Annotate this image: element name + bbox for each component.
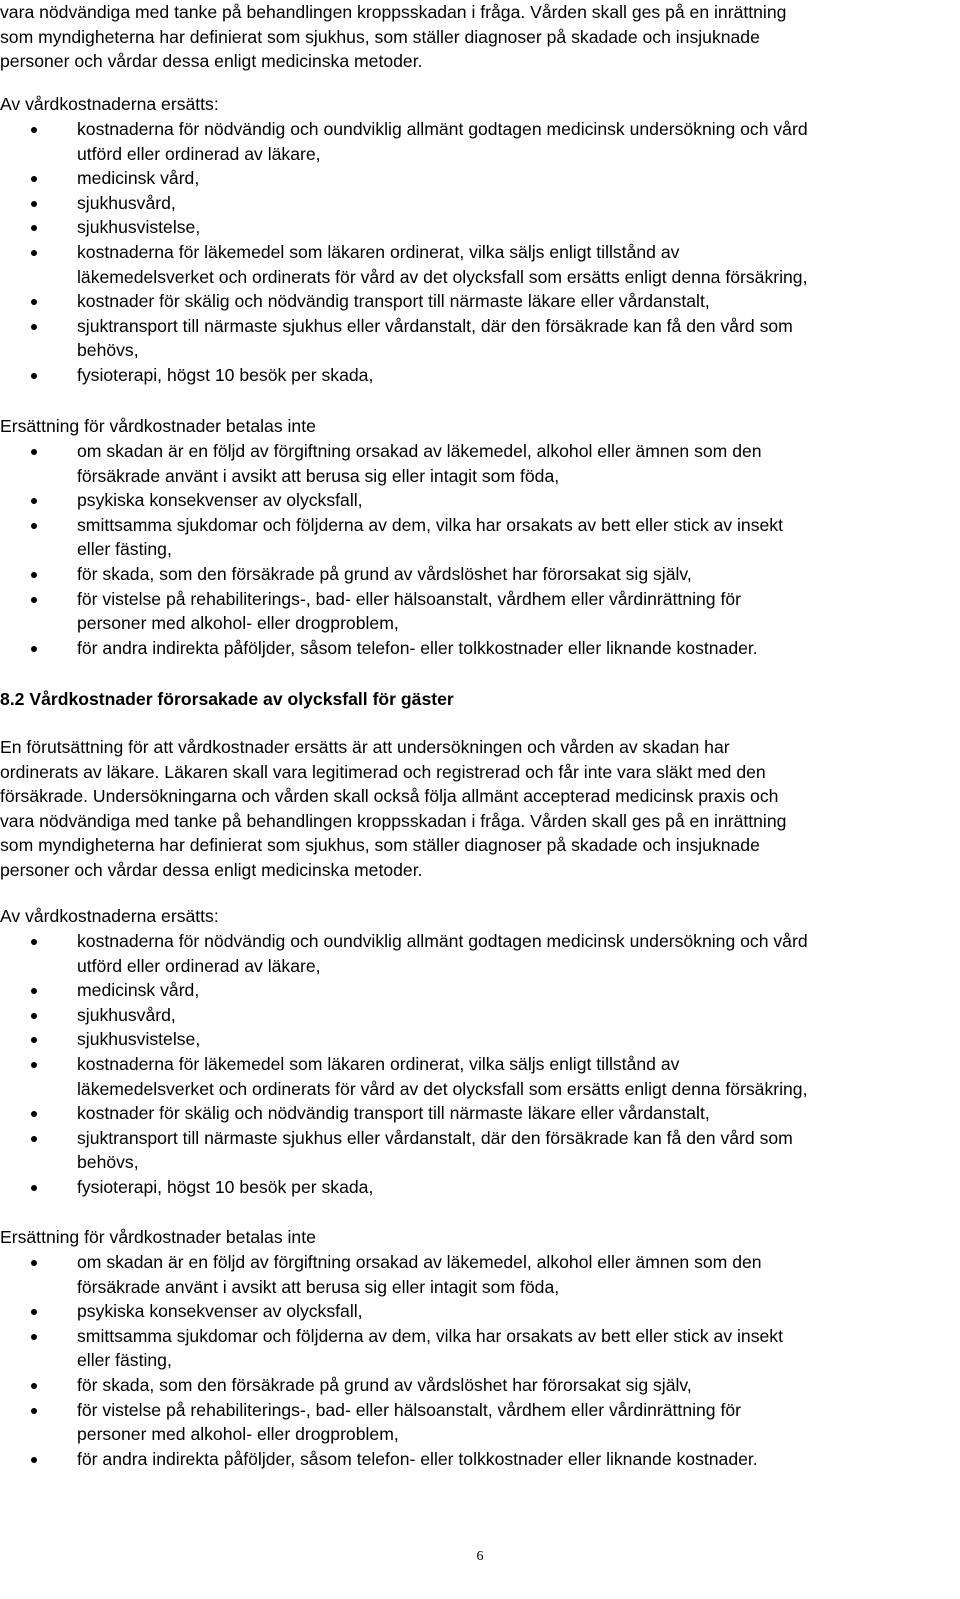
covered-heading-2: Av vårdkostnaderna ersätts: [0, 906, 219, 926]
section-paragraph: En förutsättning för att vårdkostnader ersätts är att undersökningen och vården av skadan har ordinerats av läkare. Läkaren skall vara legitimerad och registrerad och får inte vara släkt med den försäkrade. Undersökningarna och vården skall också följa allmänt accepterad medicinsk praxis och vara nödvändiga med tanke på behandlingen kroppsskadan i fråga. Vården skall ges på en inrättning som myndigheterna har definierat som sjukhus, som ställer diagnoser på skadade och insjuknade personer och vårdar dessa enligt medicinska metoder. [0, 737, 787, 880]
list-item: för vistelse på rehabiliterings-, bad- eller hälsoanstalt, vårdhem eller vårdinrättning för personer med alkohol- eller drogproblem, [0, 1398, 955, 1447]
list-item: kostnader för skälig och nödvändig transport till närmaste läkare eller vårdanstalt, [0, 1101, 955, 1126]
list-item: psykiska konsekvenser av olycksfall, [0, 488, 955, 513]
list-item: medicinsk vård, [0, 166, 955, 191]
list-item: fysioterapi, högst 10 besök per skada, [0, 1175, 955, 1200]
list-item: sjuktransport till närmaste sjukhus eller vårdanstalt, där den försäkrade kan få den vård som behövs, [0, 1126, 955, 1175]
list-item: för vistelse på rehabiliterings-, bad- eller hälsoanstalt, vårdhem eller vårdinrättning för personer med alkohol- eller drogproblem, [0, 587, 955, 636]
list-item: sjukhusvård, [0, 1003, 955, 1028]
list-item: kostnaderna för nödvändig och oundviklig allmänt godtagen medicinsk undersökning och vård utförd eller ordinerad av läkare, [0, 929, 955, 978]
list-item: kostnaderna för nödvändig och oundviklig allmänt godtagen medicinsk undersökning och vård utförd eller ordinerad av läkare, [0, 117, 955, 166]
list-item: sjukhusvistelse, [0, 1027, 955, 1052]
list-item: psykiska konsekvenser av olycksfall, [0, 1299, 955, 1324]
list-item: kostnaderna för läkemedel som läkaren ordinerat, vilka säljs enligt tillstånd av läkemedelsverket och ordinerats för vård av det olycksfall som ersätts enligt denna försäkring, [0, 240, 955, 289]
covered-list-2 [0, 929, 955, 1200]
list-item: smittsamma sjukdomar och följderna av dem, vilka har orsakats av bett eller stick av insekt eller fästing, [0, 1324, 955, 1373]
excluded-list-2 [0, 1250, 955, 1471]
intro-line: vara nödvändiga med tanke på behandlingen kroppsskadan i fråga. Vården skall ges på en inrättning [0, 2, 787, 22]
list-item: smittsamma sjukdomar och följderna av dem, vilka har orsakats av bett eller stick av insekt eller fästing, [0, 513, 955, 562]
page-number: 6 [476, 1549, 484, 1564]
section-heading: 8.2 Vårdkostnader förorsakade av olycksfall för gäster [0, 689, 454, 709]
excluded-heading-2: Ersättning för vårdkostnader betalas inte [0, 1227, 316, 1247]
intro-line: som myndigheterna har definierat som sjukhus, som ställer diagnoser på skadade och insjuknade [0, 26, 760, 47]
list-item: för andra indirekta påföljder, såsom telefon- eller tolkkostnader eller liknande kostnader. [0, 1447, 955, 1472]
list-item: medicinsk vård, [0, 978, 955, 1003]
list-item: för skada, som den försäkrade på grund av vårdslöshet har förorsakat sig själv, [0, 562, 955, 587]
list-item: kostnader för skälig och nödvändig transport till närmaste läkare eller vårdanstalt, [0, 289, 955, 314]
list-item: sjukhusvård, [0, 191, 955, 216]
list-item: sjuktransport till närmaste sjukhus eller vårdanstalt, där den försäkrade kan få den vård som behövs, [0, 314, 955, 363]
list-item: om skadan är en följd av förgiftning orsakad av läkemedel, alkohol eller ämnen som den försäkrade använt i avsikt att berusa sig eller intagit som föda, [0, 1250, 955, 1299]
list-item: sjukhusvistelse, [0, 215, 955, 240]
excluded-list [0, 439, 955, 660]
list-item: kostnaderna för läkemedel som läkaren ordinerat, vilka säljs enligt tillstånd av läkemedelsverket och ordinerats för vård av det olycksfall som ersätts enligt denna försäkring, [0, 1052, 955, 1101]
excluded-heading: Ersättning för vårdkostnader betalas inte [0, 416, 316, 436]
list-item: om skadan är en följd av förgiftning orsakad av läkemedel, alkohol eller ämnen som den försäkrade använt i avsikt att berusa sig eller intagit som föda, [0, 439, 955, 488]
list-item: för andra indirekta påföljder, såsom telefon- eller tolkkostnader eller liknande kostnader. [0, 636, 955, 661]
list-item: för skada, som den försäkrade på grund av vårdslöshet har förorsakat sig själv, [0, 1373, 955, 1398]
list-item: fysioterapi, högst 10 besök per skada, [0, 363, 955, 388]
intro-paragraph [0, 0, 955, 74]
covered-list [0, 117, 955, 388]
covered-heading: Av vårdkostnaderna ersätts: [0, 94, 219, 114]
intro-line: personer och vårdar dessa enligt medicinska metoder. [0, 51, 423, 72]
